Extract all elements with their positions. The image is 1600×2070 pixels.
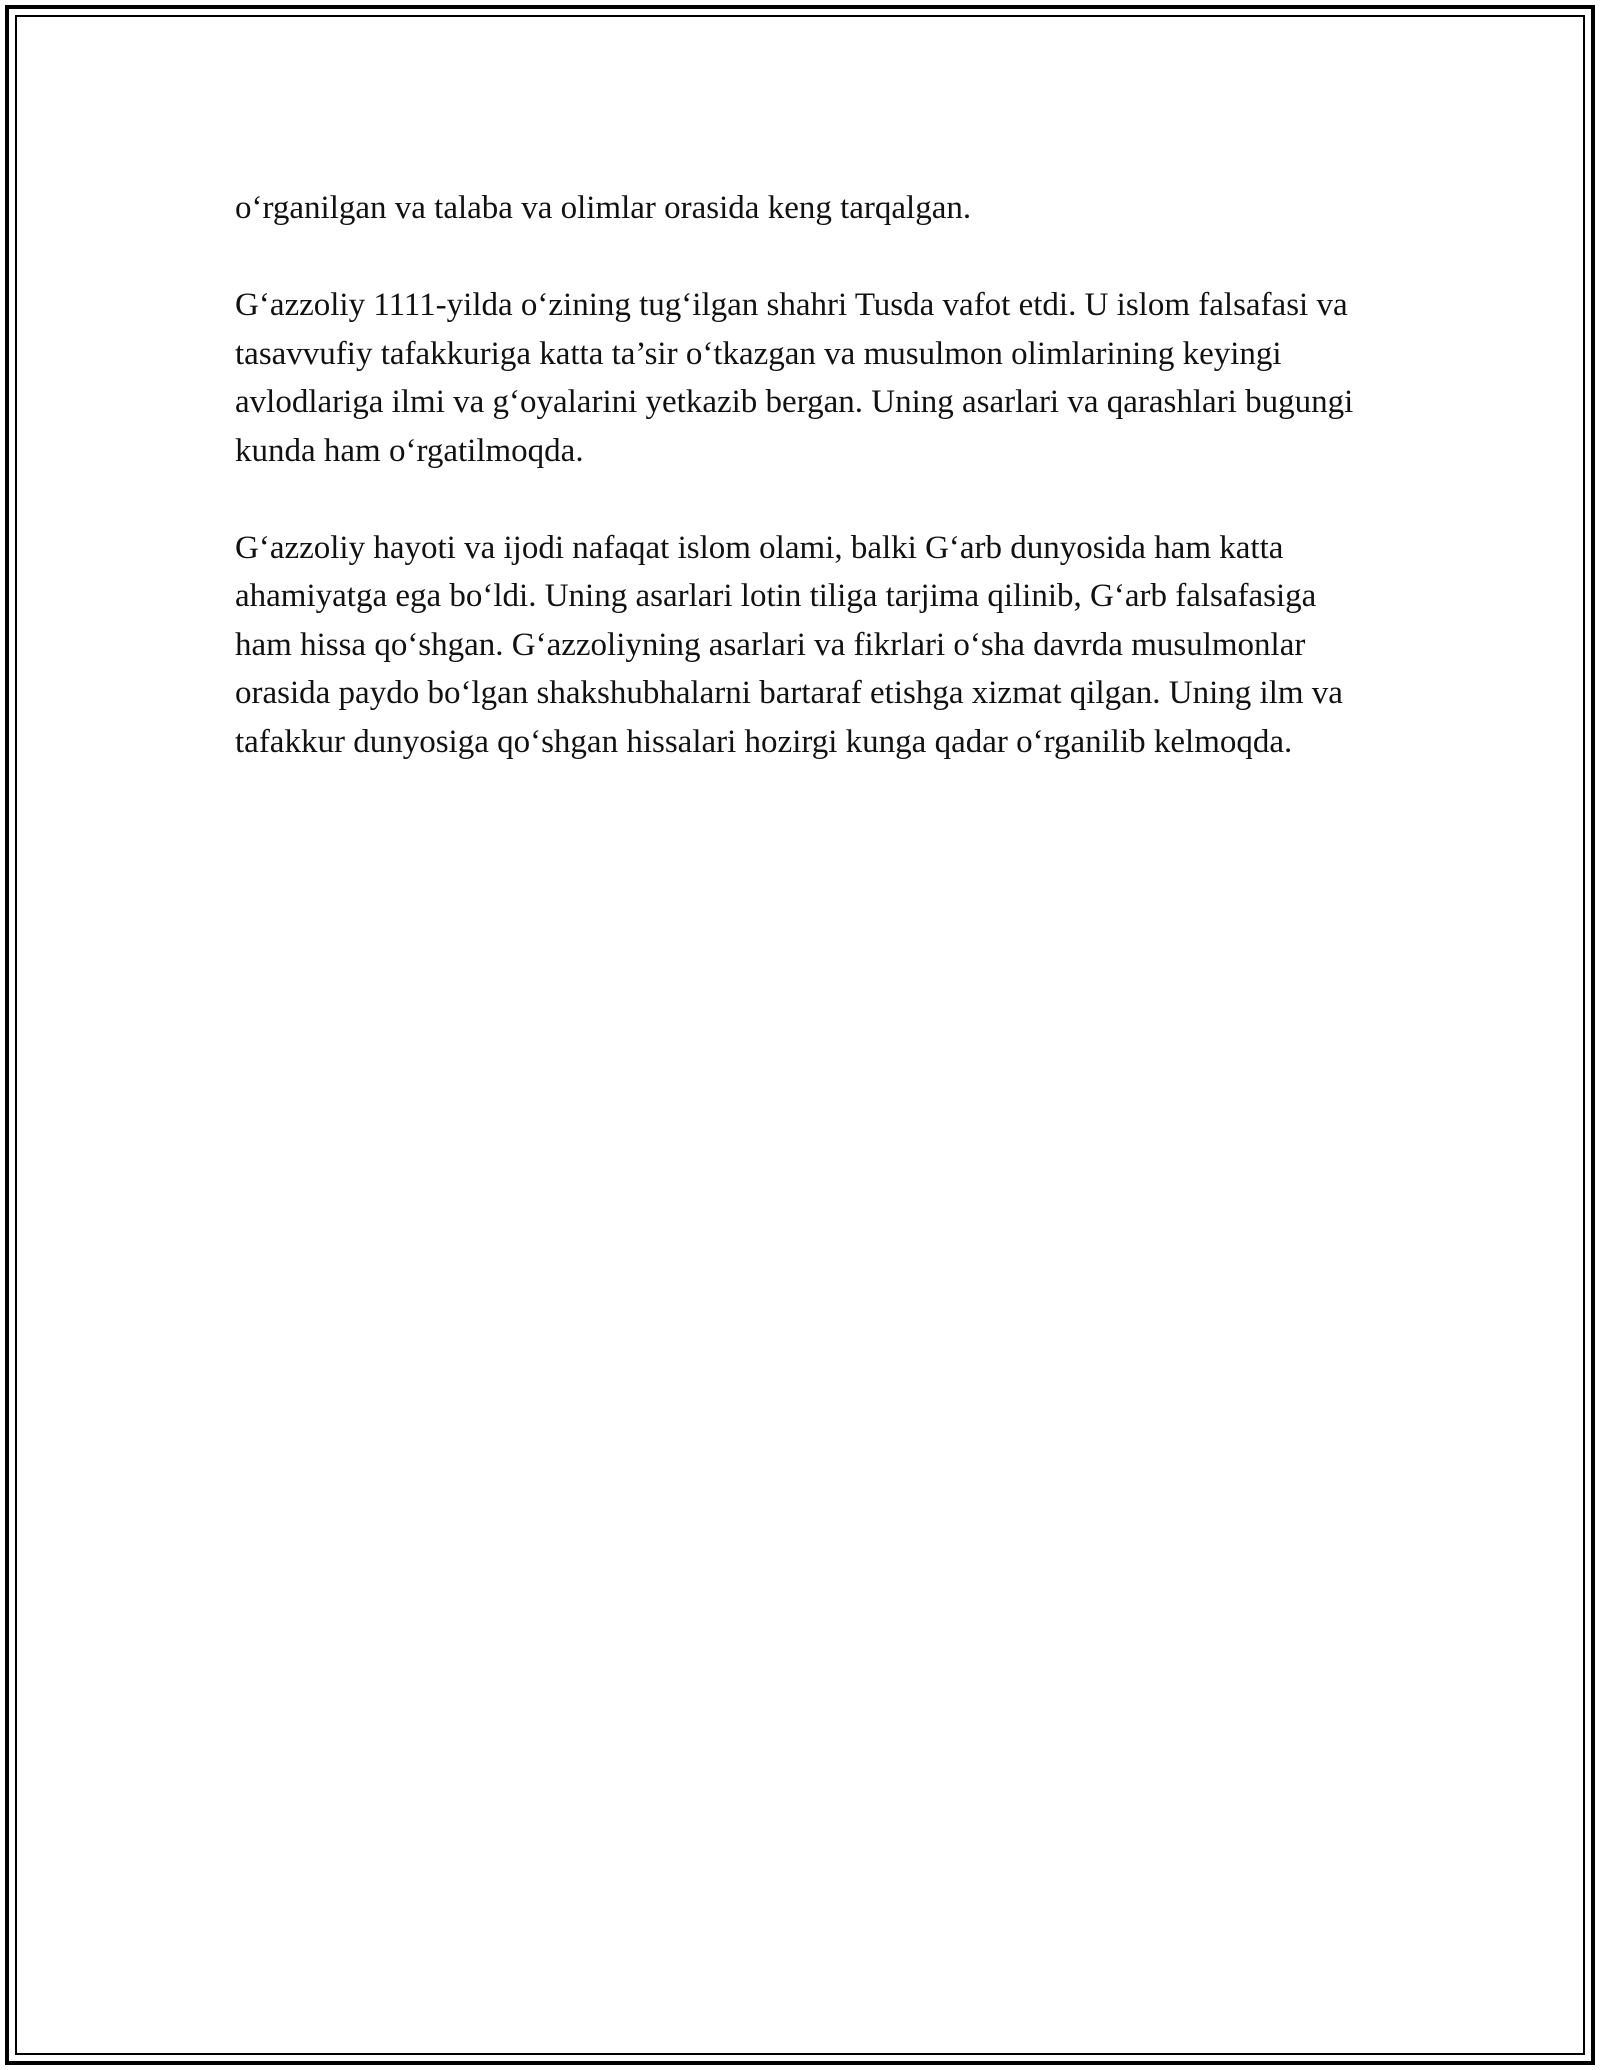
paragraph-continuation: o‘rganilgan va talaba va olimlar orasida keng tarqalgan. [235,190,972,226]
document-body [235,184,1375,815]
paragraph-death-and-influence: G‘azzoliy 1111-yilda o‘zining tug‘ilgan shahri Tusda vafot etdi. U islom falsafasi va tasavvufiy tafakkuriga katta ta’sir o‘tkazgan va musulmon olimlarining keyingi avlodlariga ilmi va g‘oyalarini yetkazib bergan. Uning asarlari va qarashlari bugungi kunda ham o‘rgatilmoqda. [235,287,1354,469]
paragraph-legacy: G‘azzoliy hayoti va ijodi nafaqat islom olami, balki G‘arb dunyosida ham katta ahamiyatga ega bo‘ldi. Uning asarlari lotin tiliga tarjima qilinib, G‘arb falsafasiga ham hissa qo‘shgan. G‘azzoliyning asarlari va fikrlari o‘sha davrda musulmonlar orasida paydo bo‘lgan shakshubhalarni bartaraf etishga xizmat qilgan. Uning ilm va tafakkur dunyosiga qo‘shgan hissalari hozirgi kunga qadar o‘rganilib kelmoqda. [235,529,1343,760]
